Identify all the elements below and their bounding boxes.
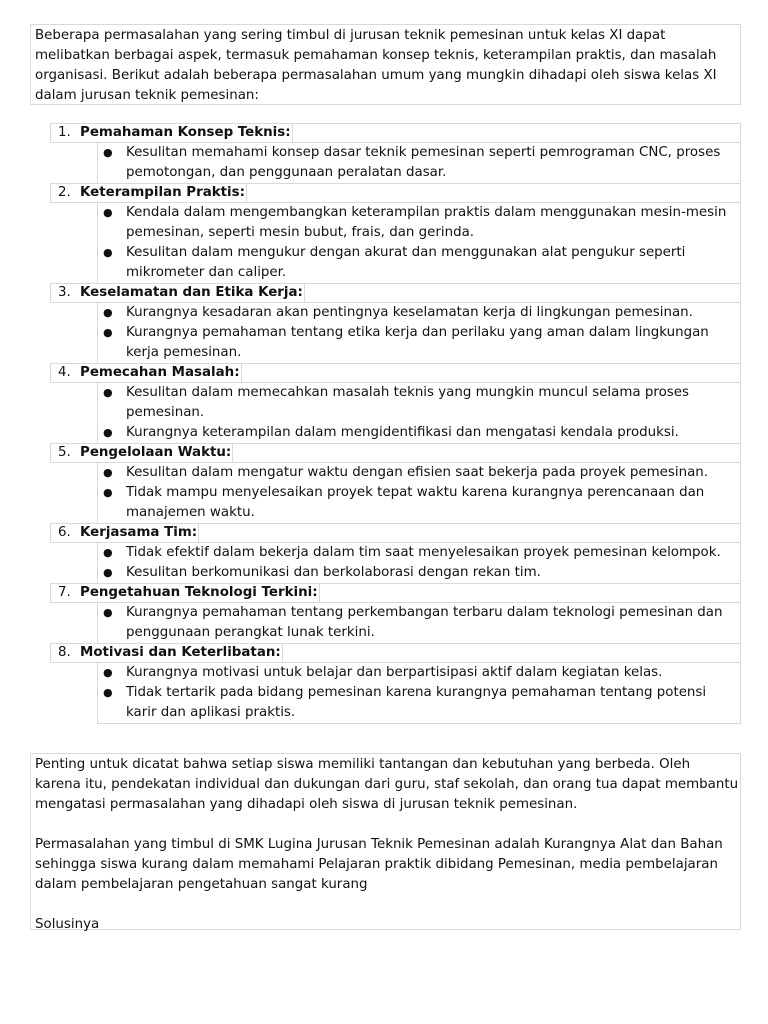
closing-paragraph-solution: Solusinya <box>35 917 100 932</box>
list-item-number: 1. <box>58 125 71 140</box>
bullet-item <box>98 143 736 183</box>
list-item-title: Pengelolaan Waktu: <box>80 445 232 460</box>
bullet-item <box>98 683 736 723</box>
bullet-dot-icon: ● <box>103 666 113 679</box>
list-item-heading <box>50 183 741 203</box>
bullet-text: Kendala dalam mengembangkan keterampilan praktis dalam menggunakan mesin-mesin pemesinan, seperti mesin bubut, frais, dan gerinda. <box>126 205 727 240</box>
bullet-text: Kurangnya pemahaman tentang etika kerja dan perilaku yang aman dalam lingkungan kerja pemesinan. <box>126 325 709 360</box>
list-item-heading <box>50 583 741 603</box>
bullet-list <box>97 382 741 444</box>
bullet-item <box>98 203 736 243</box>
bullet-dot-icon: ● <box>103 146 113 159</box>
bullet-text: Kurangnya kesadaran akan pentingnya keselamatan kerja di lingkungan pemesinan. <box>126 305 693 320</box>
closing-paragraph-problem: Permasalahan yang timbul di SMK Lugina Jurusan Teknik Pemesinan adalah Kurangnya Alat dan Bahan sehingga siswa kurang dalam memahami Pelajaran praktik dibidang Pemesinan, media pembelajaran dalam pembelajaran pengetahuan sangat kurang <box>35 837 723 892</box>
bullet-list <box>97 542 741 584</box>
bullet-item <box>98 563 736 583</box>
bullet-dot-icon: ● <box>103 466 113 479</box>
bullet-list <box>97 662 741 724</box>
bullet-item <box>98 423 736 443</box>
bullet-text: Kurangnya pemahaman tentang perkembangan terbaru dalam teknologi pemesinan dan penggunaan perangkat lunak terkini. <box>126 605 723 640</box>
bullet-list <box>97 462 741 524</box>
bullet-dot-icon: ● <box>103 426 113 439</box>
bullet-item <box>98 463 736 483</box>
list-item-title: Motivasi dan Keterlibatan: <box>80 645 281 660</box>
bullet-dot-icon: ● <box>103 206 113 219</box>
closing-section <box>30 753 741 930</box>
bullet-list <box>97 202 741 284</box>
list-item-number: 4. <box>58 365 71 380</box>
bullet-dot-icon: ● <box>103 386 113 399</box>
bullet-item <box>98 243 736 283</box>
list-item-heading <box>50 363 741 383</box>
bullet-dot-icon: ● <box>103 546 113 559</box>
bullet-text: Kesulitan dalam mengukur dengan akurat dan menggunakan alat pengukur seperti mikrometer dan caliper. <box>126 245 686 280</box>
list-item-title: Pemahaman Konsep Teknis: <box>80 125 291 140</box>
intro-paragraph: Beberapa permasalahan yang sering timbul di jurusan teknik pemesinan untuk kelas XI dapat melibatkan berbagai aspek, termasuk pemahaman konsep teknis, keterampilan praktis, dan masalah organisasi. Berikut adalah beberapa permasalahan umum yang mungkin dihadapi oleh siswa kelas XI dalam jurusan teknik pemesinan: <box>30 24 741 105</box>
list-item-number: 7. <box>58 585 71 600</box>
list-item-title: Pengetahuan Teknologi Terkini: <box>80 585 318 600</box>
list-item-heading <box>50 283 741 303</box>
list-item-heading <box>50 643 741 663</box>
bullet-list <box>97 142 741 184</box>
list-item-heading <box>50 443 741 463</box>
list-item-number: 8. <box>58 645 71 660</box>
bullet-dot-icon: ● <box>103 246 113 259</box>
bullet-text: Tidak efektif dalam bekerja dalam tim saat menyelesaikan proyek pemesinan kelompok. <box>126 545 721 560</box>
bullet-text: Tidak mampu menyelesaikan proyek tepat waktu karena kurangnya perencanaan dan manajemen waktu. <box>126 485 705 520</box>
bullet-text: Kesulitan dalam mengatur waktu dengan efisien saat bekerja pada proyek pemesinan. <box>126 465 709 480</box>
bullet-item <box>98 303 736 323</box>
bullet-text: Kesulitan dalam memecahkan masalah teknis yang mungkin muncul selama proses pemesinan. <box>126 385 689 420</box>
list-item-number: 3. <box>58 285 71 300</box>
list-item-heading <box>50 123 741 143</box>
bullet-item <box>98 323 736 363</box>
bullet-item <box>98 483 736 523</box>
bullet-text: Tidak tertarik pada bidang pemesinan karena kurangnya pemahaman tentang potensi karir dan aplikasi praktis. <box>126 685 707 720</box>
bullet-dot-icon: ● <box>103 686 113 699</box>
bullet-dot-icon: ● <box>103 566 113 579</box>
bullet-text: Kesulitan memahami konsep dasar teknik pemesinan seperti pemrograman CNC, proses pemotongan, dan penggunaan peralatan dasar. <box>126 145 721 180</box>
bullet-dot-icon: ● <box>103 306 113 319</box>
list-item-number: 2. <box>58 185 71 200</box>
bullet-text: Kurangnya motivasi untuk belajar dan berpartisipasi aktif dalam kegiatan kelas. <box>126 665 663 680</box>
bullet-item <box>98 603 736 643</box>
bullet-dot-icon: ● <box>103 326 113 339</box>
closing-paragraph-note: Penting untuk dicatat bahwa setiap siswa memiliki tantangan dan kebutuhan yang berbeda. Oleh karena itu, pendekatan individual dan dukungan dari guru, staf sekolah, dan orang tua dapat membantu mengatasi permasalahan yang dihadapi oleh siswa di jurusan teknik pemesinan. <box>35 757 739 812</box>
bullet-dot-icon: ● <box>103 486 113 499</box>
bullet-list <box>97 602 741 644</box>
list-item-title: Keterampilan Praktis: <box>80 185 245 200</box>
bullet-list <box>97 302 741 364</box>
bullet-dot-icon: ● <box>103 606 113 619</box>
list-item-number: 5. <box>58 445 71 460</box>
bullet-text: Kesulitan berkomunikasi dan berkolaborasi dengan rekan tim. <box>126 565 541 580</box>
bullet-item <box>98 663 736 683</box>
problem-list <box>50 124 741 724</box>
bullet-text: Kurangnya keterampilan dalam mengidentifikasi dan mengatasi kendala produksi. <box>126 425 679 440</box>
bullet-item <box>98 543 736 563</box>
list-item-number: 6. <box>58 525 71 540</box>
bullet-item <box>98 383 736 423</box>
list-item-title: Pemecahan Masalah: <box>80 365 240 380</box>
list-item-title: Kerjasama Tim: <box>80 525 198 540</box>
list-item-title: Keselamatan dan Etika Kerja: <box>80 285 303 300</box>
list-item-heading <box>50 523 741 543</box>
